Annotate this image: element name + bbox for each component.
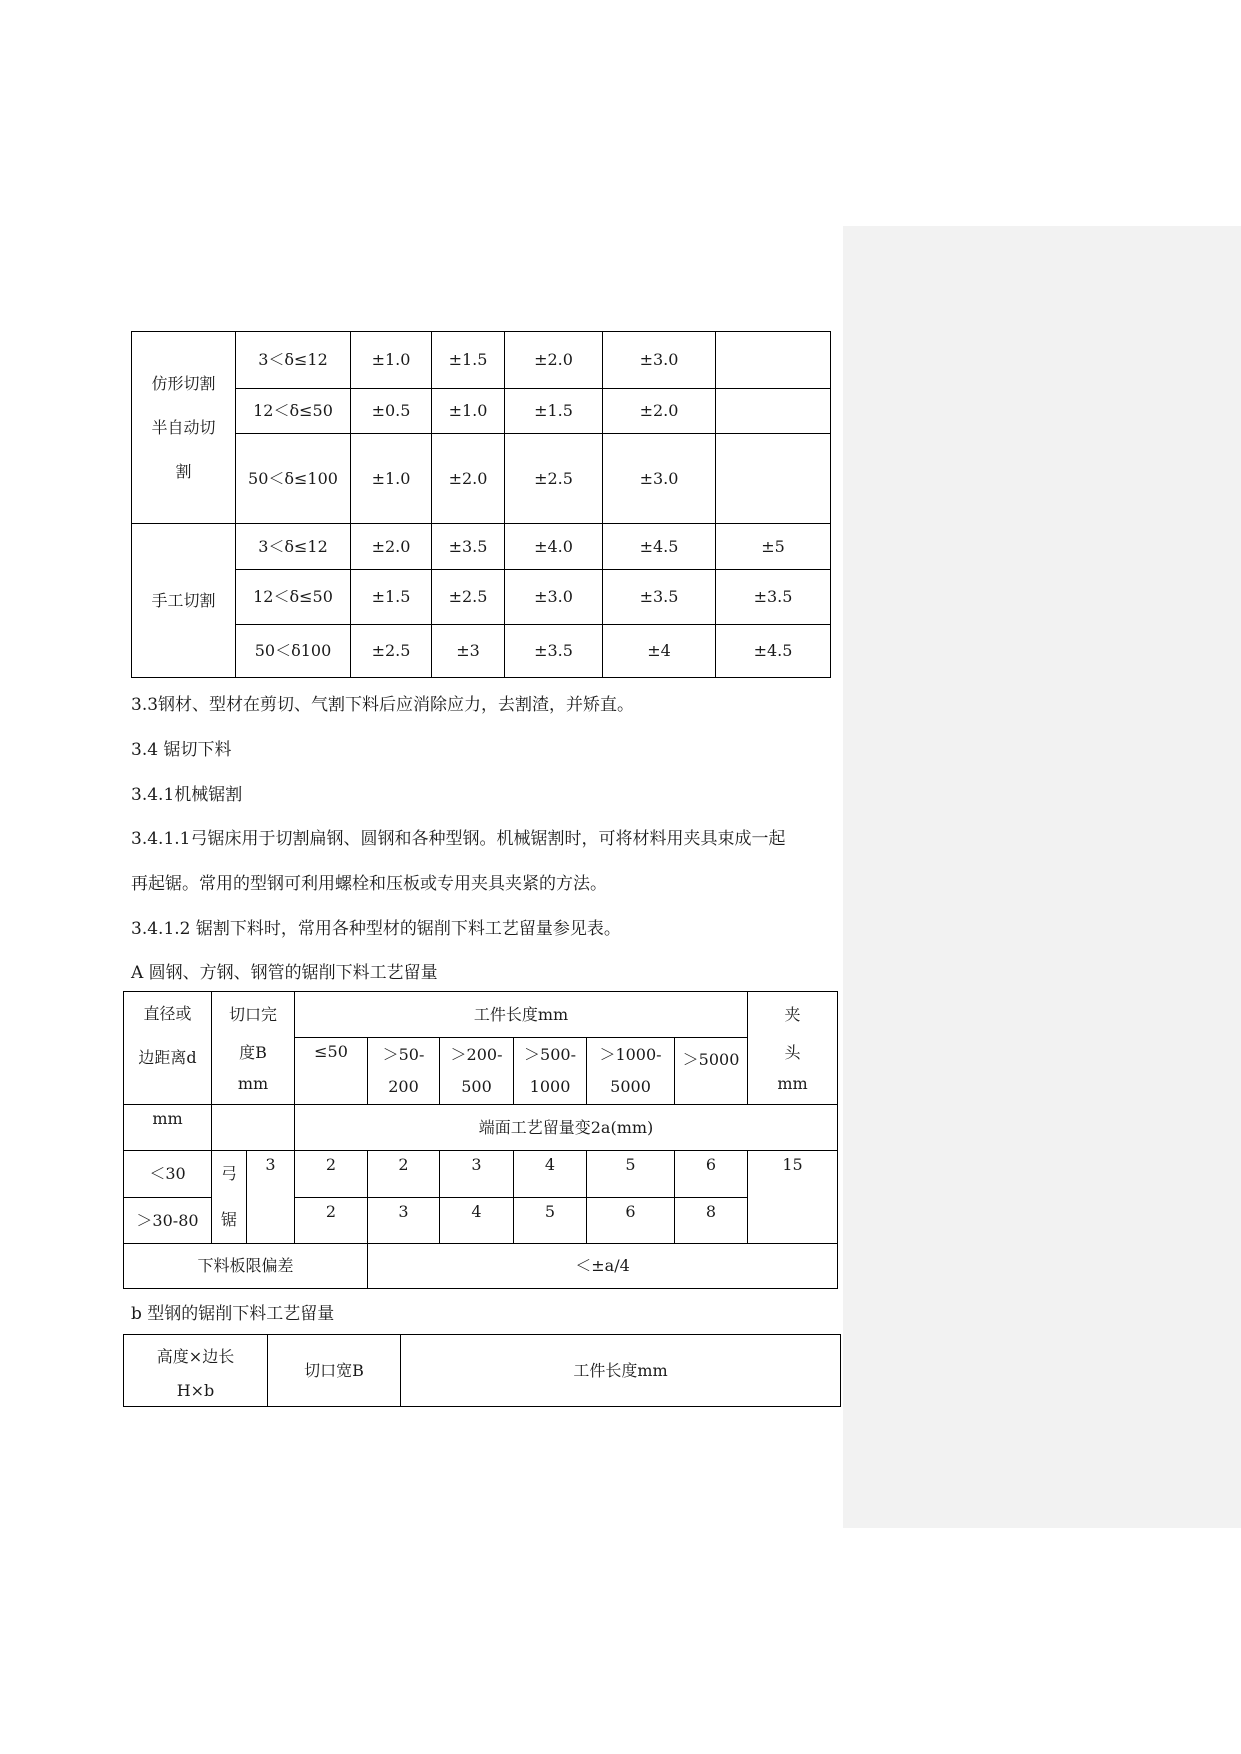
paragraph-3-4-1-1-line2: 再起锯。常用的型钢可利用螺栓和压板或专用夹具夹紧的方法。 — [131, 874, 607, 894]
tolerance-cell: ±2.0 — [505, 332, 603, 389]
header-line: 高度×边长 — [156, 1346, 235, 1366]
header-line: 1000 — [529, 1077, 571, 1096]
header-line: 头 — [784, 1043, 801, 1062]
comment-pane — [843, 226, 1241, 1528]
tolerance-cell: ±2.0 — [351, 524, 432, 570]
diameter-value: ＜30 — [124, 1151, 212, 1198]
group-label-semiauto — [132, 332, 236, 524]
tolerance-cell: ±4 — [603, 625, 716, 678]
saw-line: 锯 — [220, 1210, 237, 1229]
tolerance-cell: ±2.0 — [603, 389, 716, 434]
tolerance-cell: ±3.5 — [603, 570, 716, 625]
tolerance-cell: ±2.5 — [432, 570, 505, 625]
allowance-value: 3 — [440, 1151, 514, 1198]
allowance-value: 4 — [514, 1151, 587, 1198]
clamp-value: 15 — [748, 1151, 838, 1244]
tolerance-value: ＜±a/4 — [368, 1244, 838, 1289]
label-line: 半自动切 — [151, 417, 216, 437]
tolerance-cell — [716, 389, 831, 434]
table-b-caption: b 型钢的锯削下料工艺留量 — [131, 1304, 335, 1324]
clamp-header — [748, 992, 838, 1105]
allowance-value: 2 — [368, 1151, 440, 1198]
tolerance-cell: ±1.5 — [505, 389, 603, 434]
cut-width-header — [212, 992, 295, 1105]
header-line: ＞500- — [524, 1045, 576, 1064]
allowance-value: 2 — [295, 1151, 368, 1198]
size-header — [124, 1335, 268, 1407]
allowance-value: 6 — [587, 1198, 675, 1244]
allowance-value: 5 — [514, 1198, 587, 1244]
tolerance-cell: ±1.0 — [351, 332, 432, 389]
tolerance-cell: ±3.5 — [432, 524, 505, 570]
header-line: 切口完 — [229, 1005, 278, 1024]
thickness-range: 50＜δ100 — [236, 625, 351, 678]
thickness-range: 3＜δ≤12 — [236, 332, 351, 389]
length-col-header — [587, 1038, 675, 1105]
diameter-header — [124, 992, 212, 1105]
header-line: ＞5000 — [682, 1050, 740, 1069]
length-col-header — [368, 1038, 440, 1105]
tolerance-cell: ±3.5 — [716, 570, 831, 625]
tolerance-cell: ±1.0 — [351, 434, 432, 524]
table-a-caption: A 圆钢、方钢、钢管的锯削下料工艺留量 — [131, 963, 438, 983]
tolerance-cell: ±1.0 — [432, 389, 505, 434]
header-line: 500 — [461, 1077, 492, 1096]
paragraph-3-3: 3.3钢材、型材在剪切、气割下料后应消除应力，去割渣，并矫直。 — [131, 695, 635, 715]
tolerance-cell: ±4.5 — [603, 524, 716, 570]
length-header: 工件长度mm — [401, 1335, 841, 1407]
cut-width-header: 切口宽B — [268, 1335, 401, 1407]
header-line: 边距离d — [138, 1048, 197, 1067]
tolerance-cell — [716, 434, 831, 524]
allowance-value: 8 — [675, 1198, 748, 1244]
saw-allowance-table-a — [123, 991, 838, 1289]
header-line: ≤50 — [314, 1042, 348, 1061]
saw-type-cell — [212, 1151, 247, 1244]
tolerance-cell: ±4.5 — [716, 625, 831, 678]
tolerance-cell: ±4.0 — [505, 524, 603, 570]
empty-cell — [212, 1105, 295, 1151]
header-line: mm — [777, 1074, 808, 1093]
allowance-label: 端面工艺留量变2a(mm) — [295, 1105, 838, 1151]
saw-line: 弓 — [220, 1164, 237, 1183]
group-label-manual — [132, 524, 236, 678]
saw-allowance-table-b — [123, 1334, 841, 1407]
diameter-unit: mm — [124, 1105, 212, 1151]
label-line: 手工切割 — [151, 590, 216, 610]
header-line: 夹 — [784, 1005, 801, 1024]
label-line: 割 — [175, 461, 192, 481]
tolerance-cell: ±2.5 — [505, 434, 603, 524]
tolerance-cell: ±1.5 — [432, 332, 505, 389]
header-line: ＞200- — [450, 1045, 503, 1064]
thickness-range: 12＜δ≤50 — [236, 570, 351, 625]
allowance-value: 6 — [675, 1151, 748, 1198]
thickness-range: 50＜δ≤100 — [236, 434, 351, 524]
tolerance-cell: ±3 — [432, 625, 505, 678]
tolerance-cell — [716, 332, 831, 389]
heading-3-4-1: 3.4.1机械锯割 — [131, 785, 243, 805]
length-header: 工件长度mm — [295, 992, 748, 1038]
diameter-value: ＞30-80 — [124, 1198, 212, 1244]
length-col-header — [514, 1038, 587, 1105]
header-line: 直径或 — [143, 1004, 192, 1023]
allowance-value: 2 — [295, 1198, 368, 1244]
header-line: 度B — [239, 1043, 267, 1062]
tolerance-cell: ±2.5 — [351, 625, 432, 678]
thickness-range: 3＜δ≤12 — [236, 524, 351, 570]
tolerance-cell: ±3.5 — [505, 625, 603, 678]
tolerance-cell: ±3.0 — [505, 570, 603, 625]
tolerance-label: 下料板限偏差 — [124, 1244, 368, 1289]
thickness-range: 12＜δ≤50 — [236, 389, 351, 434]
length-col-header — [675, 1038, 748, 1105]
paragraph-3-4-1-1-line1: 3.4.1.1弓锯床用于切割扁钢、圆钢和各种型钢。机械锯割时，可将材料用夹具束成一起 — [131, 829, 786, 849]
tolerance-cell: ±1.5 — [351, 570, 432, 625]
paragraph-3-4-1-2: 3.4.1.2 锯割下料时，常用各种型材的锯削下料工艺留量参见表。 — [131, 919, 621, 939]
header-line: ＞1000- — [599, 1045, 662, 1064]
heading-3-4: 3.4 锯切下料 — [131, 740, 232, 760]
header-line: H×b — [176, 1380, 215, 1400]
allowance-value: 3 — [368, 1198, 440, 1244]
allowance-value: 4 — [440, 1198, 514, 1244]
tolerance-cell: ±3.0 — [603, 434, 716, 524]
tolerance-cell: ±0.5 — [351, 389, 432, 434]
header-line: mm — [237, 1074, 269, 1093]
length-col-header — [440, 1038, 514, 1105]
length-col-header — [295, 1038, 368, 1105]
saw-width-value: 3 — [247, 1151, 295, 1244]
tolerance-cell: ±3.0 — [603, 332, 716, 389]
header-line: 200 — [388, 1077, 419, 1096]
cutting-tolerance-table — [131, 331, 831, 678]
tolerance-cell: ±2.0 — [432, 434, 505, 524]
allowance-value: 5 — [587, 1151, 675, 1198]
tolerance-cell: ±5 — [716, 524, 831, 570]
header-line: 5000 — [610, 1077, 651, 1096]
header-line: ＞50- — [382, 1045, 425, 1064]
label-line: 仿形切割 — [151, 373, 216, 393]
